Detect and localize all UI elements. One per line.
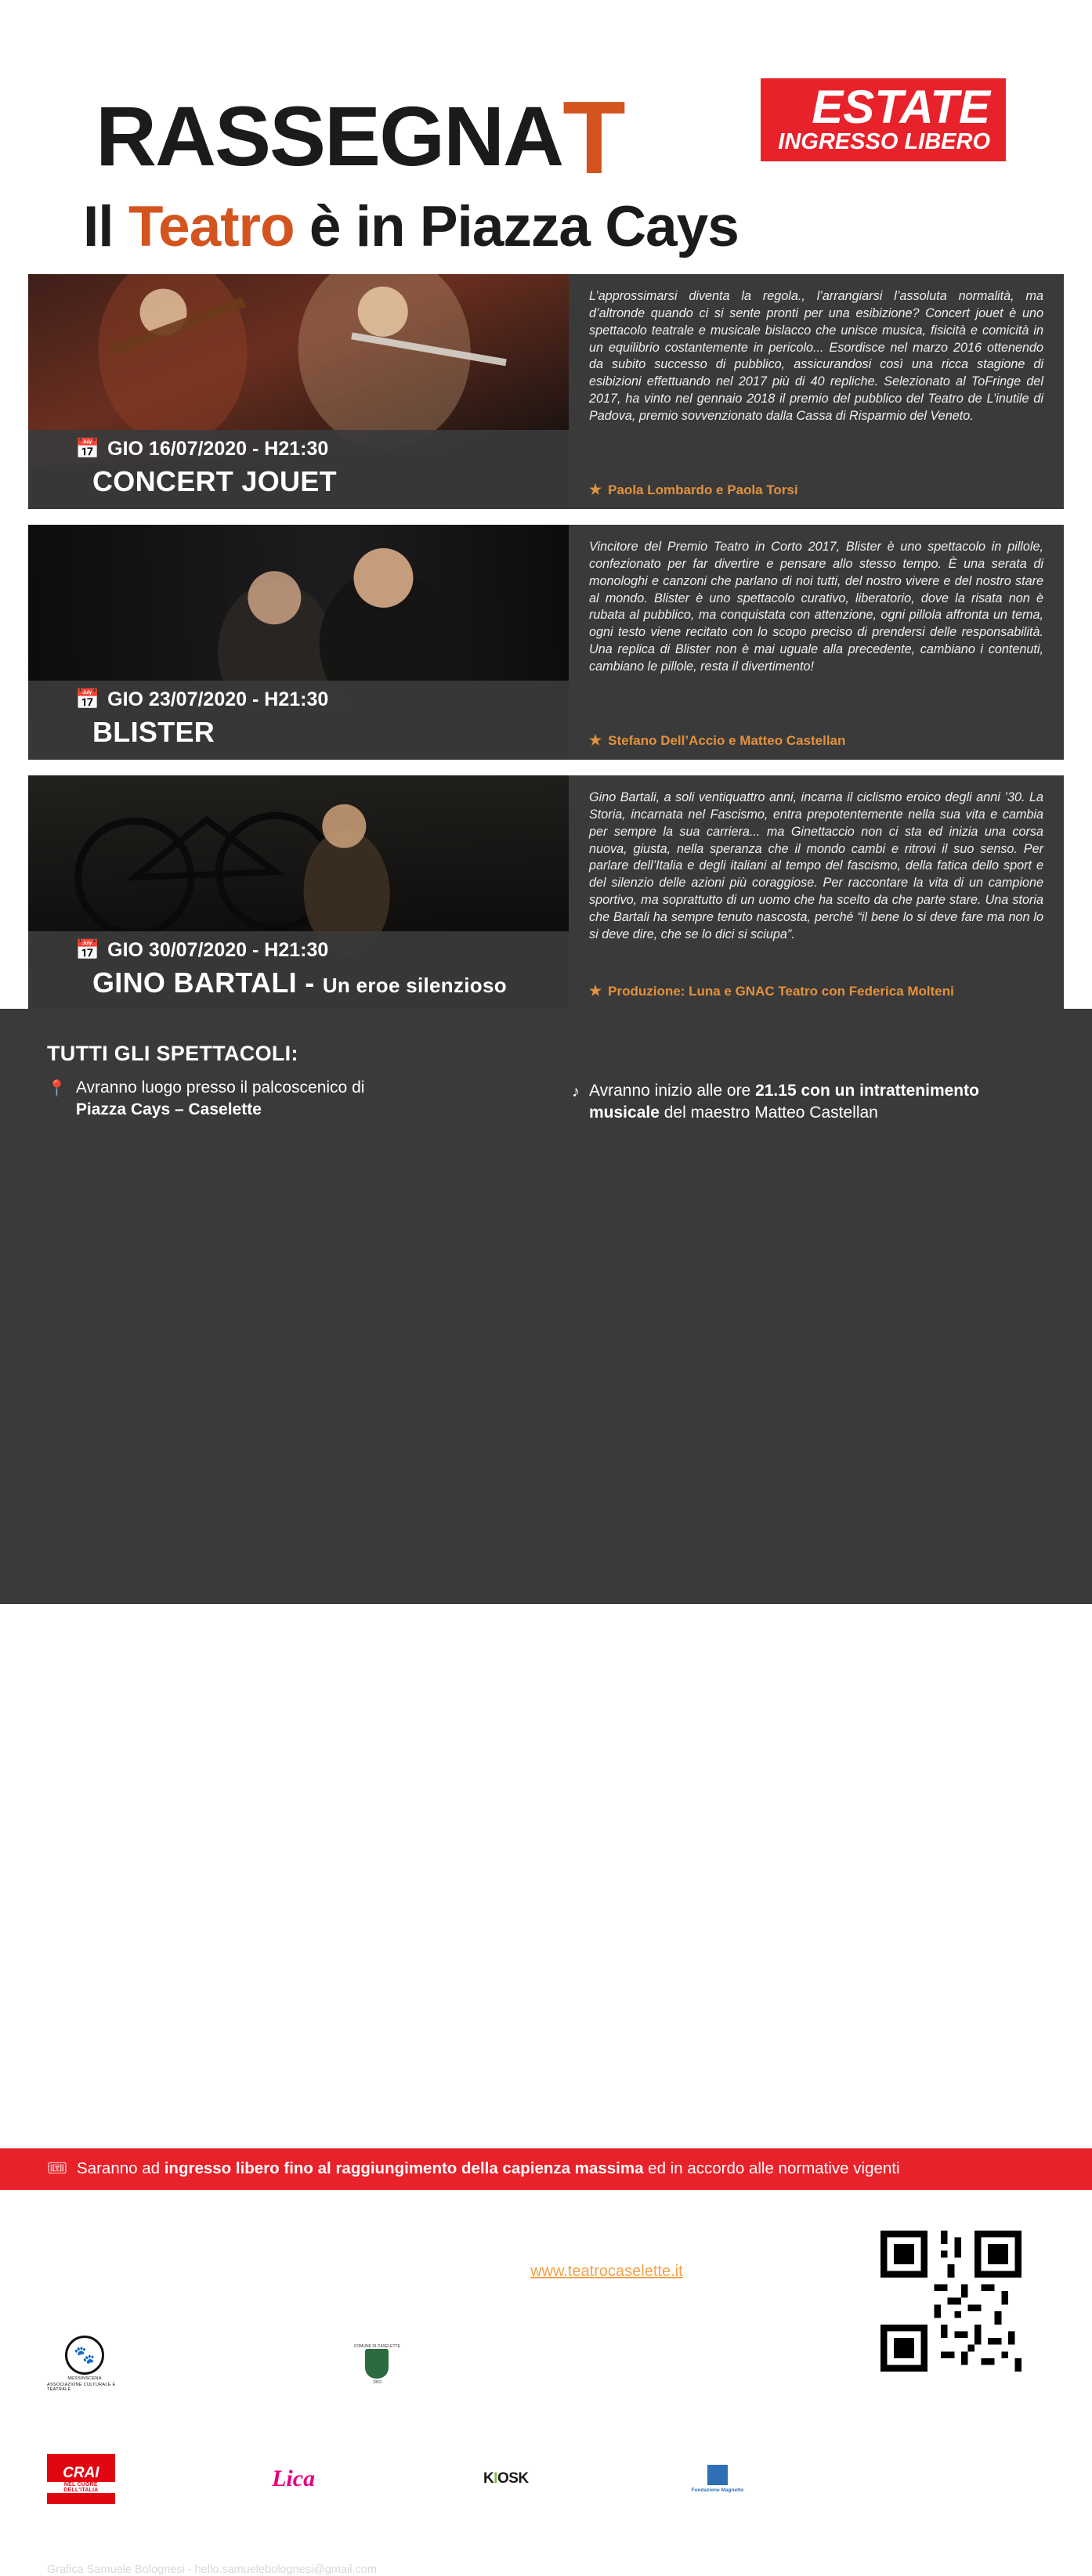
show-date-text: GIO 30/07/2020 - H21:30 <box>107 939 329 961</box>
free-entry-banner <box>0 2148 1092 2190</box>
calendar-icon: 📅 <box>75 688 100 710</box>
sponsor-crai <box>47 2454 243 2504</box>
location-pin-icon: 📍 <box>47 1080 67 1097</box>
title-main: RASSEGNA <box>96 89 563 183</box>
sponsor-magnetto <box>677 2454 873 2504</box>
show-photo-column <box>28 775 569 1010</box>
comune-caption <box>425 2332 557 2387</box>
title-row <box>47 38 1045 258</box>
show-date-text: GIO 16/07/2020 - H21:30 <box>107 438 329 460</box>
cursor-icon: ➤ <box>509 2265 522 2281</box>
show-title-text: GINO BARTALI - <box>92 966 323 999</box>
lica-caption <box>339 2454 453 2504</box>
qr-code[interactable] <box>873 2223 1045 2395</box>
start-time-text <box>589 1080 1045 1125</box>
messinscena-line3: Messinscena <box>133 2371 216 2386</box>
comune-line3: Comune di Caselette <box>425 2371 558 2386</box>
star-icon: ★ <box>589 732 602 748</box>
collab-label: Con la collaborazione ed il sostegno di: <box>47 2428 273 2442</box>
start-time-post: del maestro Matteo Castellan <box>659 1104 878 1122</box>
messinscena-line2: Associazione Teatrale <box>133 2354 273 2369</box>
comune-caselette-logo: COMUNE DI CASELETTE 1953 <box>339 2332 414 2395</box>
messinscena-line1: Presentato da <box>133 2336 216 2351</box>
poster-header <box>0 0 1092 258</box>
fondazione-magnetto-logo: Fondazione Magnetto <box>677 2454 758 2504</box>
show-photo-column <box>28 274 569 509</box>
website-contact[interactable] <box>509 2260 760 2306</box>
show-title <box>28 465 569 498</box>
qr-code-image <box>880 2231 1021 2372</box>
ingresso-libero-label: INGRESSO LIBERO <box>778 129 990 154</box>
sponsor-kiosk <box>467 2454 663 2504</box>
start-time-info <box>572 1077 1045 1125</box>
main-sponsors <box>47 2332 557 2395</box>
page-title <box>96 78 624 195</box>
collab-sponsors <box>47 2454 873 2504</box>
show-photo-column <box>28 525 569 760</box>
show-title-text: CONCERT JOUET <box>92 465 337 497</box>
lica-logo: Lica <box>257 2454 330 2504</box>
email-1[interactable]: messinscena@gmail.com <box>68 2263 248 2280</box>
start-time-pre: Avranno inizio alle ore <box>589 1082 756 1100</box>
music-note-icon: ♪ <box>572 1083 580 1100</box>
venue-text <box>76 1077 365 1122</box>
show-date <box>28 939 569 962</box>
messinscena-caption <box>133 2332 272 2387</box>
sponsor-lica <box>257 2454 453 2504</box>
phone-2[interactable]: +39 335 54 79 709 <box>316 2285 448 2303</box>
free-entry-text <box>77 2159 900 2178</box>
crai-caption <box>125 2454 243 2504</box>
crai-line2: Imparato Raffaella & C <box>124 2471 240 2503</box>
show-item <box>0 775 1092 1010</box>
ticket-icon: 🎟 <box>47 2159 68 2177</box>
kiosk-logo: KIOSK <box>467 2454 545 2504</box>
show-title-text: BLISTER <box>92 716 215 748</box>
show-meta <box>28 681 569 760</box>
band-title: TUTTI GLI SPETTACOLI: <box>47 1042 298 1065</box>
show-text-column <box>569 525 1064 760</box>
start-time-bold: 21.15 con un intrattenimento musicale <box>589 1082 979 1122</box>
magnetto-line2: Mario ed Anna <box>768 2471 859 2487</box>
magnetto-line1: Fondazione <box>768 2455 842 2470</box>
calendar-icon: 📅 <box>75 438 100 460</box>
sponsor-messinscena <box>47 2332 272 2395</box>
show-cast-text: Paola Lombardo e Paola Torsi <box>608 482 798 497</box>
kiosk-line2: birreria caffetteria <box>554 2471 618 2503</box>
messinscena-logo: 🐾 MESSINSCENA ASSOCIAZIONE CULTURALE E TEATRALE <box>47 2332 122 2395</box>
show-cast <box>589 983 1043 999</box>
show-description: L’approssimarsi diventa la regola., l’arrangiarsi l’assoluta normalità, ma d’altronde quando ci si sente pronti per una esibizione? Concert jouet è uno spettacolo teatrale e musicale bislacco che unisce musica, fisicità e comicità in un equilibrio costantemente in pericolo... Esordisce nel marzo 2016 ottenendo da subito successo di pubblico, assicurandosi così una ricca stagione di esibizioni effettuando nel 2017 più di 40 repliche. Selezionato al ToFringe del 2017, ha vinto nel gennaio 2018 il premio del pubblico del Teatro de L’inutile di Padova, premio sovvenzionato dalla Cassa di Risparmio del Veneto. <box>589 289 1043 424</box>
star-icon: ★ <box>589 983 602 999</box>
star-icon: ★ <box>589 482 602 497</box>
show-date <box>28 688 569 711</box>
show-cast <box>589 732 1043 749</box>
crai-logo: CRAI NEL CUORE DELL'ITALIA <box>47 2454 115 2504</box>
phone-1[interactable]: +39 333 36 52 644 <box>316 2263 448 2280</box>
show-text-column <box>569 775 1064 1010</box>
lica-line1: LICA S.r.l. <box>339 2455 402 2470</box>
show-meta <box>28 931 569 1010</box>
show-cast-text: Produzione: Luna e GNAC Teatro con Federica Molteni <box>608 983 954 999</box>
kiosk-line1: Kiosco <box>554 2455 599 2470</box>
magnetto-caption <box>768 2454 859 2504</box>
page-subtitle <box>83 194 739 259</box>
comune-line2: il contributo del <box>425 2354 515 2369</box>
comune-line1: Con il patrocinio ed <box>425 2336 540 2351</box>
subtitle-pre: Il <box>83 195 128 258</box>
venue-bold: Piazza Cays – Caselette <box>75 1100 262 1119</box>
show-title <box>28 716 569 749</box>
title-accent-t: T <box>562 80 624 195</box>
venue-pre: Avranno luogo presso il palcoscenico di <box>75 1078 365 1097</box>
show-description: Gino Bartali, a soli ventiquattro anni, incarna il ciclismo eroico degli anni ’30. La Storia, incarnata nel Fascismo, entra prepotentemente nella sua vita e cambia per sempre la sua carriera... ma Ginettaccio non ci sta ed inizia una corsa nuova, giusta, nella speranza che il mondo cambi e ritrovi il suo senso. Per parlare dell’Italia e degli italiani al tempo del fascismo, della fatica dello sport e del silenzio delle azioni più coraggiose. Per raccontare la vita di un campione sportivo, ma soprattutto di un uomo che ha scelto da che parte stare. Una storia che Bartali ha sempre tenuto nascosta, perché “il bene lo si deve fare ma non lo si deve dire, che se lo dici si sciupa”. <box>589 790 1043 941</box>
email-contact[interactable] <box>47 2260 290 2306</box>
show-description: Vincitore del Premio Teatro in Corto 2017, Blister è uno spettacolo in pillole, confezionato per far divertire e pensare allo stesso tempo. È una serata di monologhi e canzoni che parlano di noi tutti, del nostro vivere e del nostro stare al mondo. Blister è uno spettacolo curativo, liberatorio, dove la risata non è rubata al pubblico, ma conquistata con attenzione, ogni pillola affronta un tema, ogni testo viene recitato con lo scopo preciso di prendersi delle responsabilità. Una replica di Blister non è mai uguale alla precedente, cambiano i contenuti, cambiano le pillole, resta il divertimento! <box>589 540 1043 674</box>
email-2[interactable]: info@teatrocaselette.it <box>68 2285 225 2303</box>
show-date <box>28 438 569 461</box>
estate-label: ESTATE <box>812 81 990 133</box>
venue-info <box>47 1077 541 1125</box>
crai-line1: ROBEA S.a.S di <box>124 2455 224 2470</box>
show-cast <box>589 482 1043 498</box>
subtitle-accent: Teatro <box>128 195 295 258</box>
lica-line2: Cosmetici Caselette <box>339 2471 403 2503</box>
show-title-sub: Un eroe silenzioso <box>322 974 507 997</box>
info-band <box>0 1009 1092 2576</box>
subtitle-post: è in Piazza Cays <box>294 195 739 258</box>
show-cast-text: Stefano Dell’Accio e Matteo Castellan <box>608 732 846 748</box>
show-item <box>0 525 1092 760</box>
shows-list <box>0 274 1092 1026</box>
free-entry-post: ed in accordo alle normative vigenti <box>643 2159 900 2177</box>
kiosk-caption <box>555 2454 663 2504</box>
magnetto-line3: Magnetto <box>768 2487 827 2503</box>
estate-badge <box>761 78 1006 161</box>
free-entry-bold: ingresso libero fino al raggiungimento della capienza massima <box>164 2159 644 2177</box>
mail-icon: ✉ <box>47 2265 60 2281</box>
info-title: INFORMAZIONI: <box>47 2219 209 2242</box>
email-text <box>68 2260 247 2306</box>
contacts <box>47 2260 760 2306</box>
free-entry-pre: Saranno ad <box>77 2159 165 2177</box>
phone-icon: ☎ <box>290 2265 308 2281</box>
phone-contact[interactable] <box>290 2260 509 2306</box>
phone-text <box>316 2260 447 2306</box>
show-date-text: GIO 23/07/2020 - H21:30 <box>107 688 329 710</box>
website-link[interactable]: www.teatrocaselette.it <box>530 2263 683 2280</box>
show-title <box>28 966 569 999</box>
show-text-column <box>569 274 1064 509</box>
sponsor-comune <box>339 2332 557 2395</box>
show-item <box>0 274 1092 509</box>
show-meta <box>28 430 569 509</box>
design-credit: Grafica Samuele Bolognesi - hello.samuelebolognesi@gmail.com <box>47 2563 377 2576</box>
calendar-icon: 📅 <box>75 939 100 961</box>
